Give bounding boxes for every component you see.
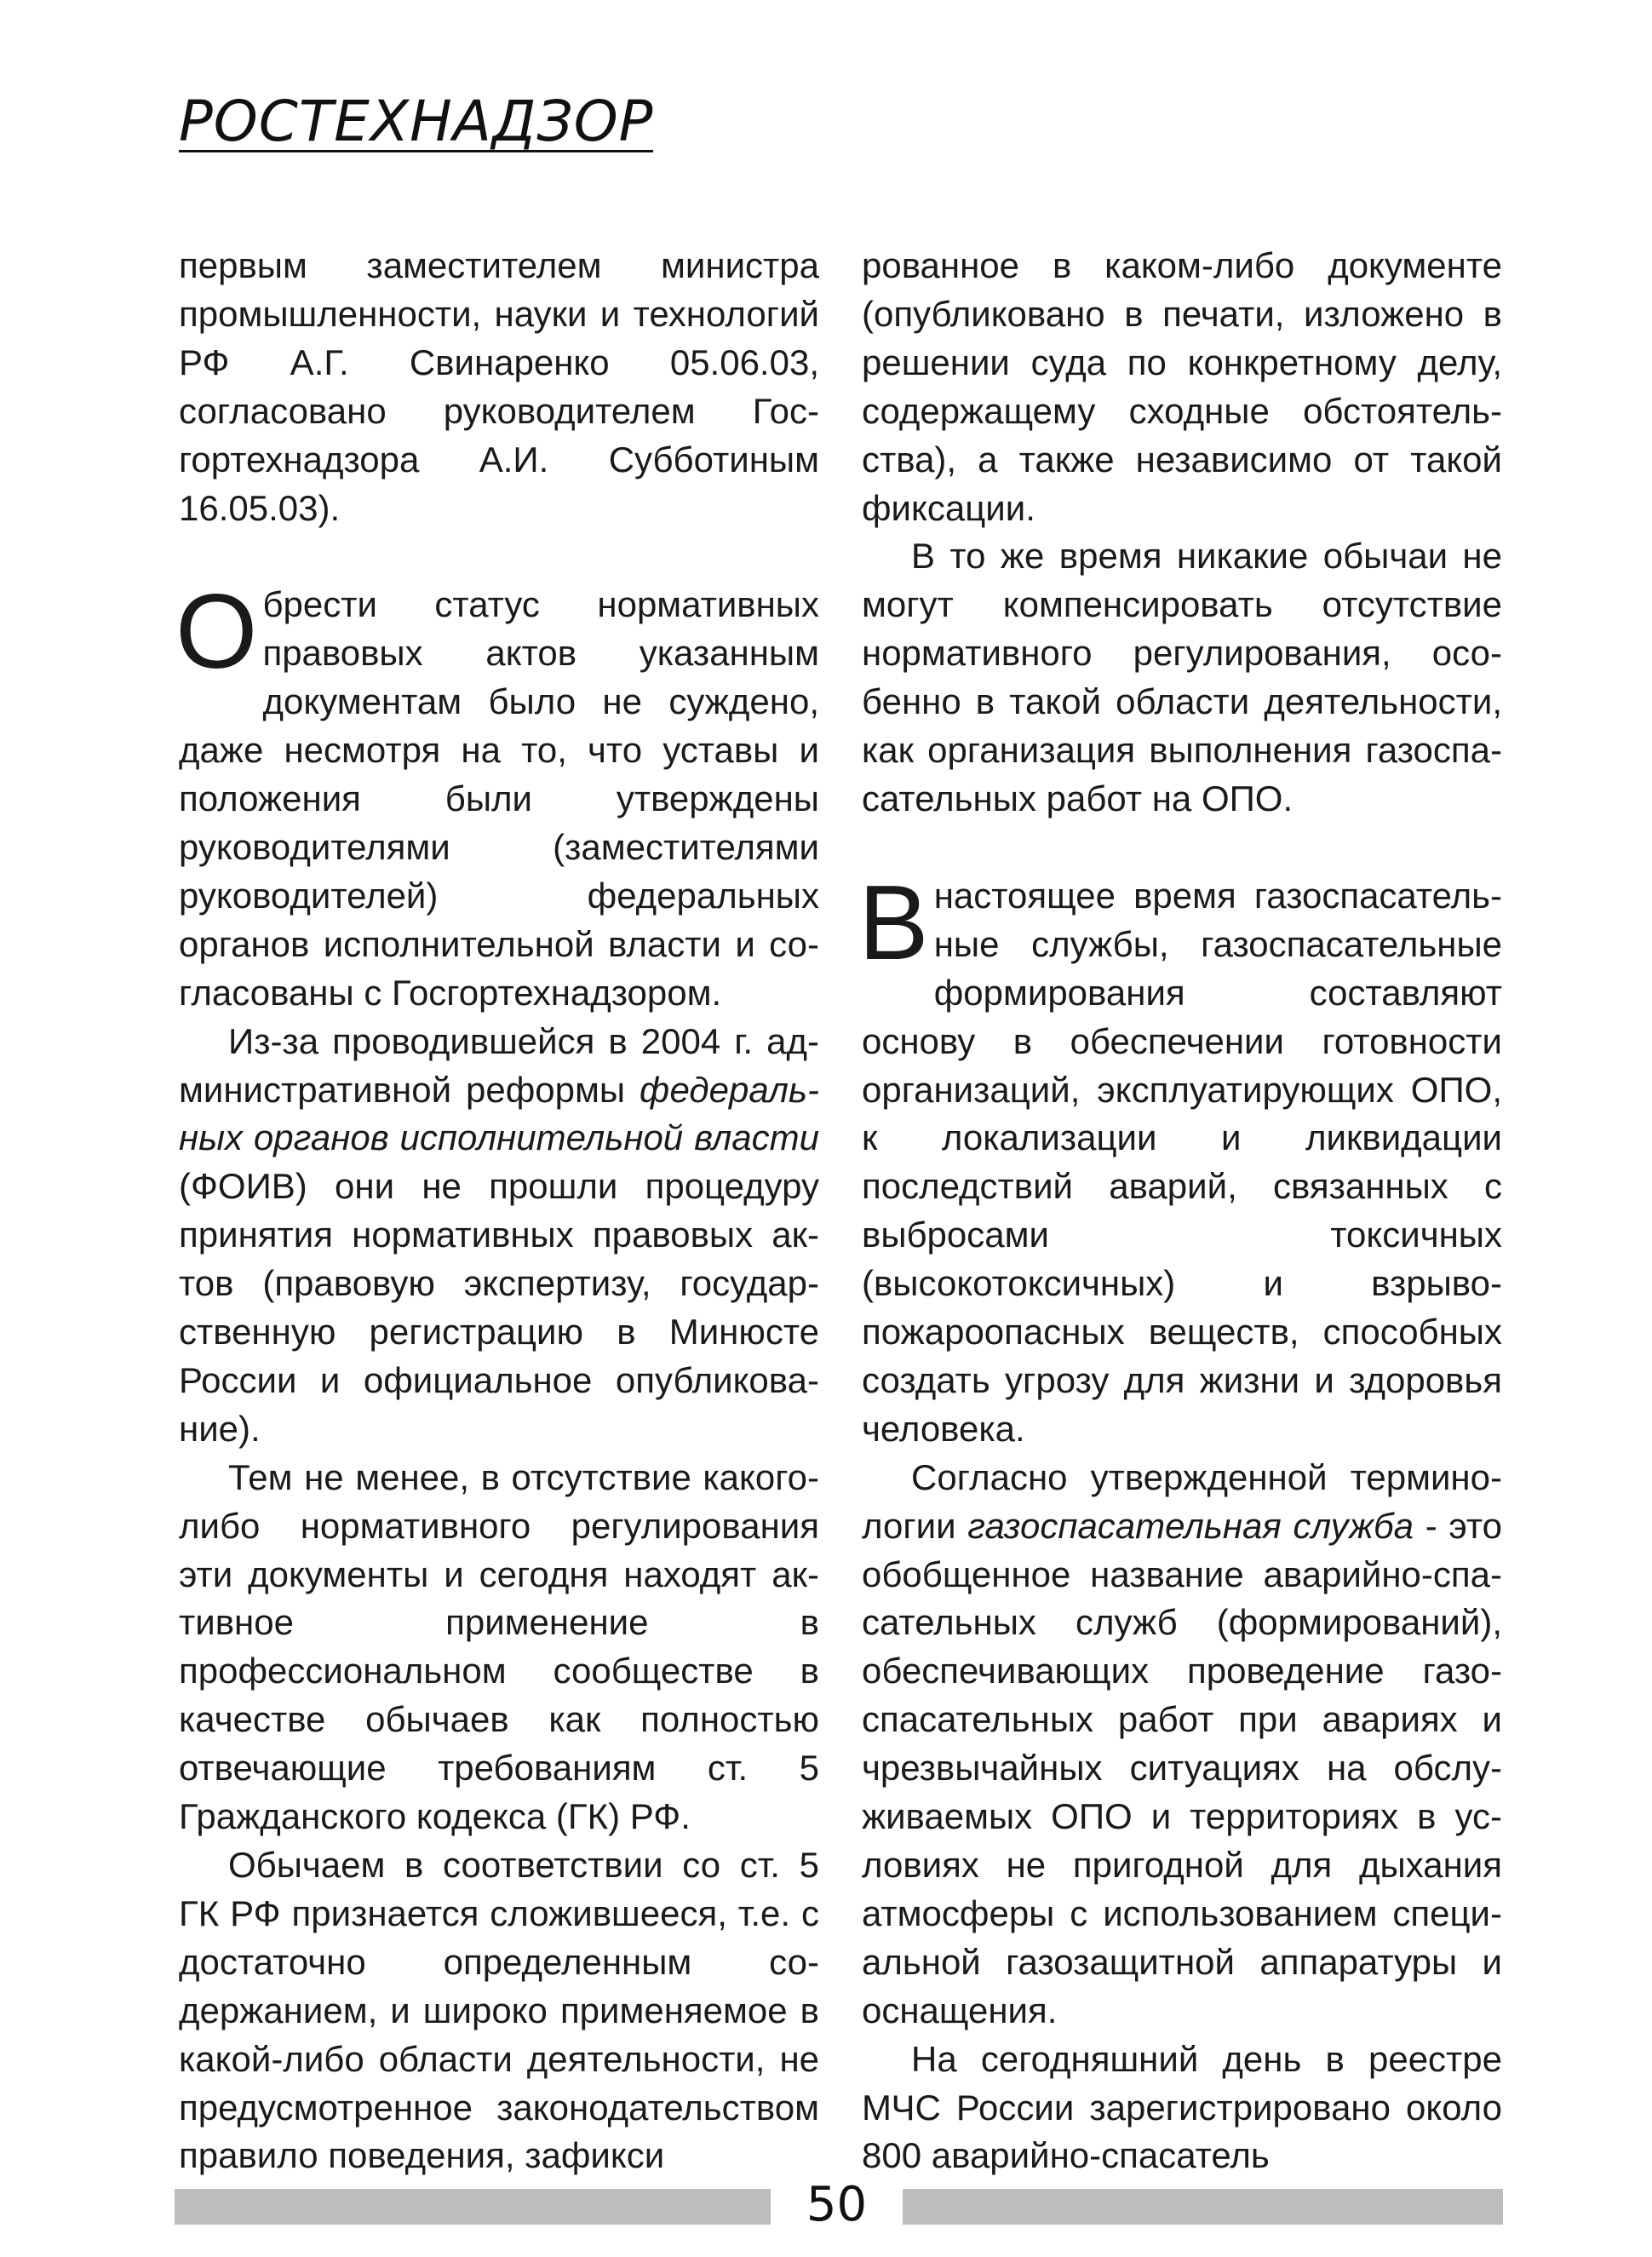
paragraph: Тем не менее, в отсутствие какого-либо нормативного регулирования эти документы и сегодня находят активное применение в профессиональном сообществе в качестве обычаев как полностью отвечающие требованиям ст. 5 Гражданского кодекса (ГК) РФ. <box>179 1456 819 1837</box>
paragraph-text: брести статус нормативных правовых актов указанным документам было не суждено, даже несмотря на то, что уставы и положения были утверждены руководителями (заместителями руководителей) федеральных органов исполнительной власти и согласованы с Госгортехнадзором. <box>179 584 819 1013</box>
text-column-left <box>175 242 819 2180</box>
paragraph: В то же время никакие обычаи не могут компенсировать отсутствие нормативного регулирования, особенно в такой области деятельности, как организация выполнения газоспасательных работ на ОПО. <box>862 536 1502 818</box>
paragraph-with-dropcap <box>175 573 819 1017</box>
paragraph: рованное в каком-либо документе (опубликовано в печати, изложено в решении суда по конкретному делу, содержащему сходные обстоятельства), а также независимо от такой фиксации. <box>862 245 1502 528</box>
drop-cap: О <box>175 573 258 692</box>
italic-term: газоспасательная служба <box>967 1505 1414 1546</box>
paragraph: Обычаем в соответствии со ст. 5 ГК РФ признается сложившееся, т.е. с достаточно определенным содержанием, и широко применяемое в какой-либо области деятельности, не предусмотренное законодательством правило поведения, зафикси <box>179 1845 819 2176</box>
paragraph: первым заместителем министра промышленности, науки и технологий РФ А.Г. Свинаренко 05.06.03, согласовано руководителем Госгортехнадзора А.И. Субботиным 16.05.03). <box>179 245 819 528</box>
page-number: 50 <box>806 2177 868 2232</box>
italic-term: федеральных органов исполнительной власти <box>179 1069 819 1158</box>
paragraph-text: Из-за проводившейся в 2004 г. административной реформы <box>179 1020 819 1110</box>
paragraph-with-dropcap <box>858 864 1502 1454</box>
paragraph-text: - это обобщенное название аварийно-спасательных служб (формирований), обеспечивающих проведение газоспасательных работ при авариях и чрезвычайных ситуациях на обслуживаемых ОПО и территориях в условиях не пригодной для дыхания атмосферы с использованием специальной газозащитной аппаратуры и оснащения. <box>862 1505 1502 2030</box>
magazine-header: РОСТЕХНАДЗОР <box>179 89 654 154</box>
paragraph: На сегодняшний день в реестре МЧС России зарегистрировано около 800 аварийно-спасатель <box>862 2038 1502 2176</box>
text-column-right <box>858 242 1502 2180</box>
paragraph-text: настоящее время газоспасательные службы, газоспасательные формирования составляют основу в обеспечении готовности организаций, эксплуатирующих ОПО, к локализации и ликвидации последствий аварий, связанных с выбросами токсичных (высокотоксичных) и взрывопожароопасных веществ, способных создать угрозу для жизни и здоровья человека. <box>862 875 1502 1449</box>
footer-bar-right <box>903 2189 1503 2225</box>
paragraph <box>862 1454 1502 2036</box>
drop-cap: В <box>858 864 929 982</box>
paragraph <box>179 1018 819 1454</box>
footer-bar-left <box>175 2189 771 2225</box>
paragraph-text: Согласно утвержденной терминологии <box>862 1456 1502 1546</box>
paragraph-text: (ФОИВ) они не прошли процедуру принятия нормативных правовых актов (правовую экспертизу, государственную регистрацию в Минюсте России и официальное опубликование). <box>179 1166 819 1449</box>
